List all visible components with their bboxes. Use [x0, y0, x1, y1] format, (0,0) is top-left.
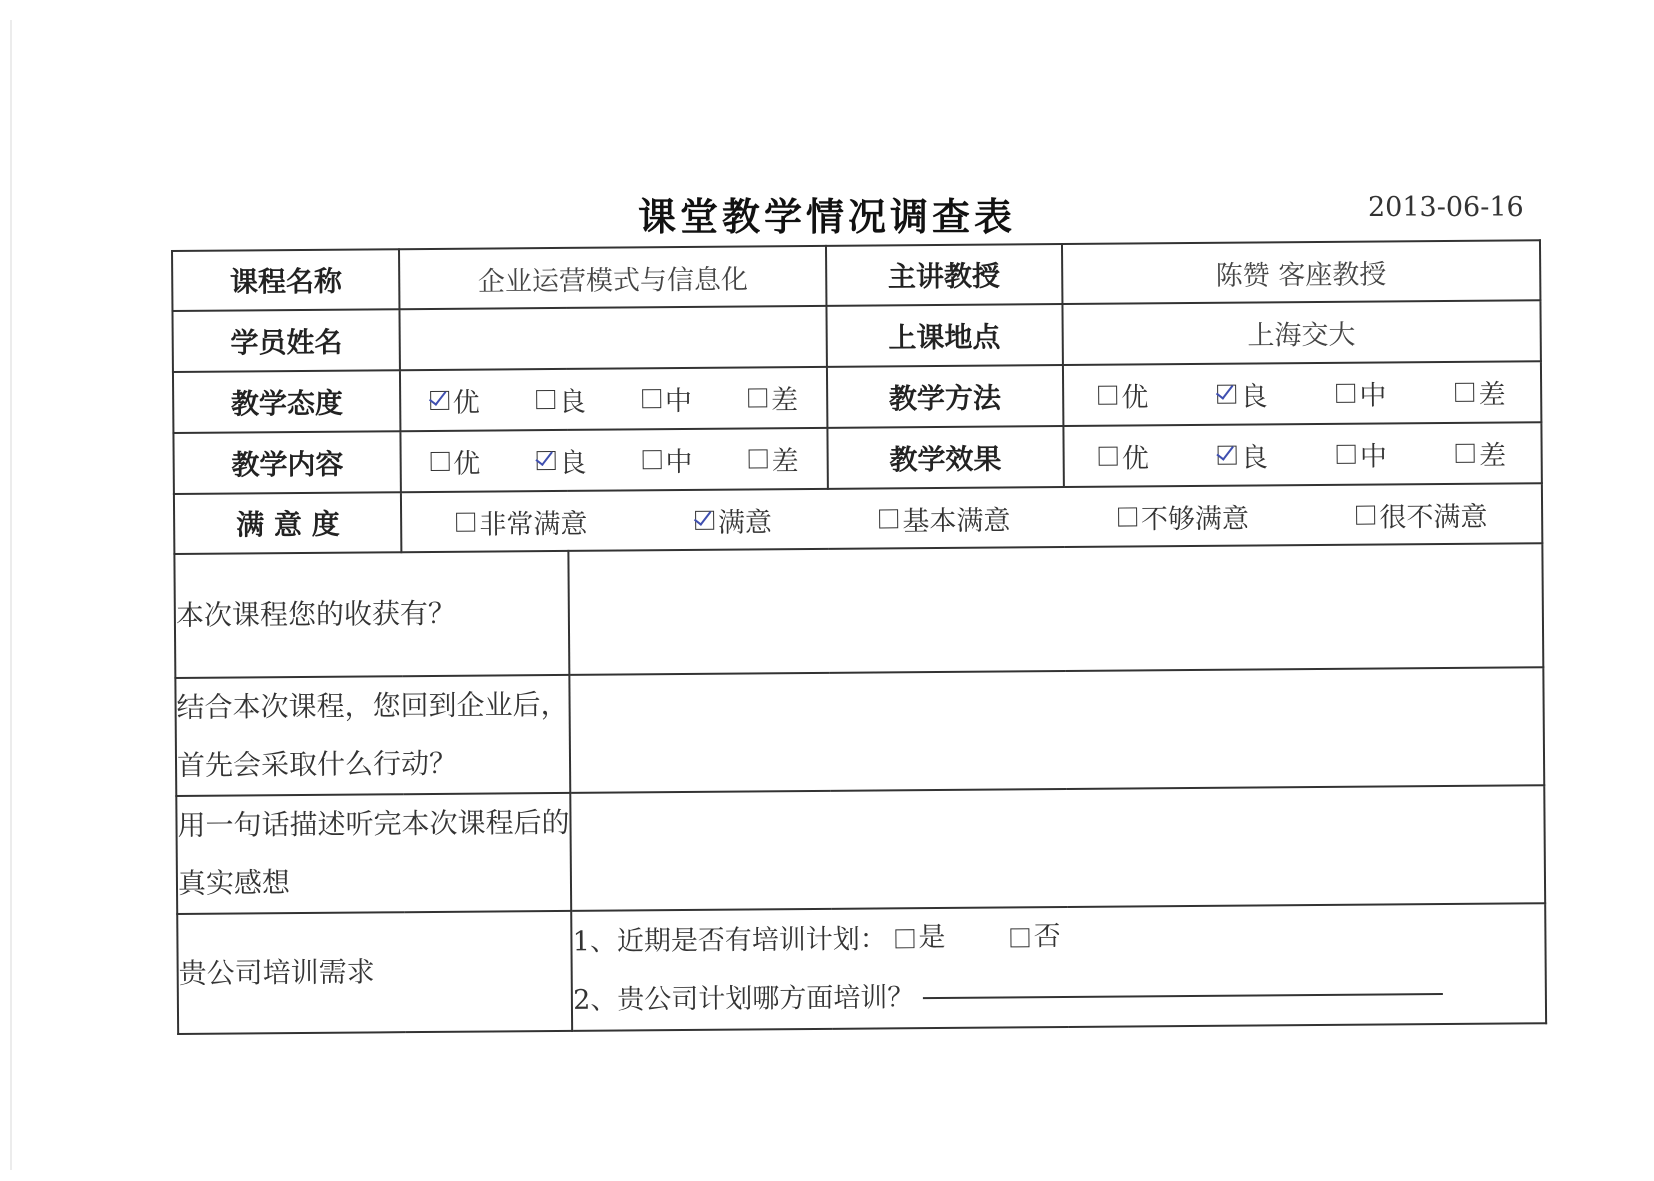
- checkbox-icon[interactable]: [1336, 384, 1355, 403]
- location-label: 上课地点: [826, 304, 1062, 367]
- training-area-blank[interactable]: [923, 993, 1443, 999]
- option-3[interactable]: [1118, 496, 1249, 536]
- training-label: 贵公司培训需求: [177, 911, 572, 1034]
- content-options: [402, 439, 827, 481]
- option-label: 中: [664, 385, 693, 418]
- option-2[interactable]: [1337, 434, 1387, 473]
- option-3[interactable]: [1455, 373, 1505, 412]
- training-no-label: 否: [1033, 921, 1061, 953]
- option-1[interactable]: [695, 500, 772, 540]
- option-1[interactable]: [1218, 435, 1268, 474]
- option-label: 中: [1359, 441, 1388, 473]
- checkbox-icon[interactable]: [1098, 386, 1117, 405]
- option-label: 不够满意: [1140, 503, 1249, 535]
- option-3[interactable]: [748, 439, 798, 478]
- student-name-field[interactable]: [400, 306, 827, 370]
- content-label: 教学内容: [173, 431, 401, 494]
- attitude-label: 教学态度: [173, 370, 401, 433]
- option-label: 非常满意: [479, 508, 588, 541]
- checkbox-icon[interactable]: [748, 449, 767, 468]
- checkbox-icon[interactable]: [536, 390, 555, 409]
- training-plan-question: 1、近期是否有培训计划：: [572, 923, 887, 958]
- form-title: 课堂教学情况调查表: [637, 195, 1016, 239]
- option-label: 很不满意: [1379, 501, 1488, 534]
- training-plan-line: [572, 904, 1544, 971]
- option-label: 差: [771, 446, 799, 478]
- training-yes-label: 是: [918, 921, 946, 954]
- question-feelings: 用一句话描述听完本次课程后的真实感想: [176, 793, 571, 914]
- attitude-options: [402, 378, 827, 420]
- option-label: 差: [1478, 440, 1507, 472]
- teacher-label: 主讲教授: [826, 244, 1062, 306]
- option-0[interactable]: [456, 501, 587, 541]
- checked-box-icon[interactable]: [1217, 385, 1236, 404]
- checkbox-icon[interactable]: [748, 388, 767, 407]
- survey-table: [171, 239, 1547, 1034]
- question-row-2: [175, 667, 1544, 796]
- option-4[interactable]: [1356, 494, 1487, 534]
- question-actions: 结合本次课程，您回到企业后，首先会采取什么行动？: [175, 675, 570, 796]
- option-label: 良: [558, 386, 586, 418]
- option-0[interactable]: [1098, 375, 1148, 414]
- checked-box-icon[interactable]: [695, 510, 714, 529]
- checkbox-icon[interactable]: [1337, 445, 1356, 464]
- checkbox-icon[interactable]: [1455, 383, 1474, 402]
- checkbox-icon[interactable]: [1118, 507, 1137, 526]
- option-label: 满意: [717, 506, 773, 539]
- option-label: 差: [770, 385, 799, 417]
- effect-label: 教学效果: [827, 426, 1063, 489]
- option-label: 良: [1240, 442, 1268, 474]
- checkbox-icon[interactable]: [642, 450, 661, 469]
- option-0[interactable]: [430, 442, 480, 481]
- option-3[interactable]: [1456, 434, 1506, 473]
- checkbox-icon[interactable]: [642, 389, 661, 408]
- teacher-value[interactable]: 陈赞 客座教授: [1062, 240, 1541, 304]
- method-options: [1064, 372, 1541, 415]
- course-name-value[interactable]: 企业运营模式与信息化: [399, 246, 826, 309]
- option-2[interactable]: [1336, 373, 1386, 412]
- option-label: 优: [453, 448, 481, 480]
- training-yes-option[interactable]: [895, 909, 945, 967]
- checked-box-icon[interactable]: [1218, 446, 1237, 465]
- training-area-line: [573, 964, 1545, 1030]
- satisfaction-label: 满 意 度: [174, 492, 402, 554]
- option-label: 中: [665, 446, 693, 479]
- option-2[interactable]: [879, 498, 1010, 538]
- training-row: [177, 903, 1546, 1033]
- rating-row-2: [173, 422, 1541, 494]
- question-gains: 本次课程您的收获有？: [174, 551, 569, 678]
- option-3[interactable]: [748, 378, 798, 417]
- rating-row-1: [173, 361, 1541, 433]
- training-cell: [571, 903, 1546, 1030]
- checkbox-icon[interactable]: [895, 929, 914, 948]
- option-2[interactable]: [642, 440, 692, 479]
- student-row: [172, 300, 1540, 372]
- option-2[interactable]: [642, 379, 692, 418]
- course-name-label: 课程名称: [172, 249, 400, 311]
- checkbox-icon[interactable]: [1011, 928, 1030, 947]
- checkbox-icon[interactable]: [430, 452, 449, 471]
- option-1[interactable]: [536, 380, 586, 419]
- option-label: 优: [452, 387, 480, 419]
- training-no-option[interactable]: [1010, 908, 1060, 966]
- option-label: 良: [559, 447, 587, 479]
- answer-actions[interactable]: [570, 667, 1545, 793]
- option-0[interactable]: [430, 381, 480, 420]
- option-1[interactable]: [1217, 374, 1267, 413]
- option-label: 优: [1121, 443, 1149, 475]
- form-date: 2013-06-16: [1368, 192, 1524, 223]
- method-label: 教学方法: [827, 365, 1063, 428]
- option-label: 差: [1478, 379, 1506, 411]
- option-label: 良: [1240, 381, 1268, 413]
- satisfaction-options: [402, 494, 1541, 542]
- location-value[interactable]: 上海交大: [1062, 300, 1541, 365]
- option-1[interactable]: [536, 441, 586, 480]
- course-row: [172, 240, 1540, 311]
- option-label: 优: [1121, 382, 1149, 414]
- question-row-3: [176, 785, 1545, 914]
- answer-feelings[interactable]: [571, 785, 1546, 911]
- answer-gains[interactable]: [569, 543, 1544, 675]
- checked-box-icon[interactable]: [430, 391, 449, 410]
- checkbox-icon[interactable]: [879, 509, 898, 528]
- option-0[interactable]: [1099, 436, 1149, 475]
- satisfaction-row: [174, 483, 1542, 554]
- checked-box-icon[interactable]: [536, 451, 555, 470]
- student-name-label: 学员姓名: [172, 309, 400, 372]
- checkbox-icon[interactable]: [1456, 444, 1475, 463]
- option-label: 中: [1359, 380, 1387, 412]
- option-label: 基本满意: [902, 504, 1011, 537]
- checkbox-icon[interactable]: [1099, 447, 1118, 466]
- effect-options: [1064, 433, 1541, 476]
- checkbox-icon[interactable]: [456, 512, 475, 531]
- checkbox-icon[interactable]: [1356, 505, 1375, 524]
- question-row-1: [174, 543, 1543, 678]
- training-area-question: 2、贵公司计划哪方面培训？: [573, 981, 915, 1016]
